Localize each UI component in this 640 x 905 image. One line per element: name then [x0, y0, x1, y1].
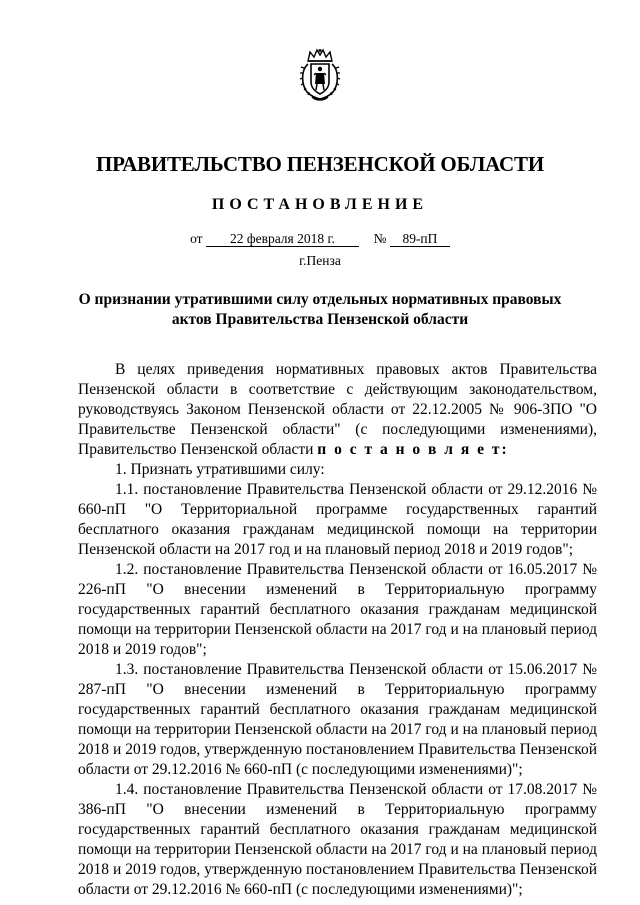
item-1: 1. Признать утратившими силу:	[115, 461, 325, 478]
resolves-word: п о с т а н о в л я е т:	[317, 441, 509, 458]
date-prefix: от	[190, 231, 203, 246]
item-1-3: 1.3. постановление Правительства Пензенской области от 15.06.2017 № 287-пП "О внесении изменений в Территориальную программу государственных гарантий бесплатного оказания гражданам медицинской помощи на территории Пензенской области на 2017 год и на плановый период 2018 и 2019 годов, утвержденную постановлением Правительства Пензенской области от 29.12.2016 № 660-пП (с последующими изменениями)";	[78, 661, 597, 778]
document-type: ПОСТАНОВЛЕНИЕ	[211, 196, 429, 213]
preamble-text: В целях приведения нормативных правовых актов Правительства Пензенской области в соответствие с действующим законодательством, руководствуясь Законом Пензенской области от 22.12.2005 № 906-ЗПО "О Правительстве Пензенской области" (с последующими изменениями), Правительство Пензенской области	[78, 361, 597, 458]
document-city: г.Пенза	[299, 253, 341, 268]
number-prefix: №	[373, 231, 387, 246]
preamble-paragraph	[78, 360, 597, 460]
document-date: 22 февраля 2018 г.	[206, 231, 359, 247]
document-date-line	[0, 231, 640, 247]
document-number: 89-пП	[390, 231, 450, 247]
organization-name: ПРАВИТЕЛЬСТВО ПЕНЗЕНСКОЙ ОБЛАСТИ	[96, 152, 544, 176]
document-title: О признании утратившими силу отдельных нормативных правовых актов Правительства Пензенской области	[78, 291, 562, 328]
item-1-4: 1.4. постановление Правительства Пензенской области от 17.08.2017 № 386-пП "О внесении изменений в Территориальную программу государственных гарантий бесплатного оказания гражданам медицинской помощи на территории Пензенской области на 2017 год и на плановый период 2018 и 2019 годов, утвержденную постановлением Правительства Пензенской области от 29.12.2016 № 660-пП (с последующими изменениями)";	[78, 781, 597, 898]
item-1-2: 1.2. постановление Правительства Пензенской области от 16.05.2017 № 226-пП "О внесении изменений в Территориальную программу государственных гарантий бесплатного оказания гражданам медицинской помощи на территории Пензенской области на 2017 год и на плановый период 2018 и 2019 годов";	[78, 561, 597, 658]
document-body	[78, 360, 597, 900]
item-1-1: 1.1. постановление Правительства Пензенской области от 29.12.2016 № 660-пП "О Территориальной программе государственных гарантий бесплатного оказания гражданам медицинской помощи на территории Пензенской области на 2017 год и на плановый период 2018 и 2019 годов";	[78, 481, 597, 558]
coat-of-arms-icon	[299, 48, 341, 102]
